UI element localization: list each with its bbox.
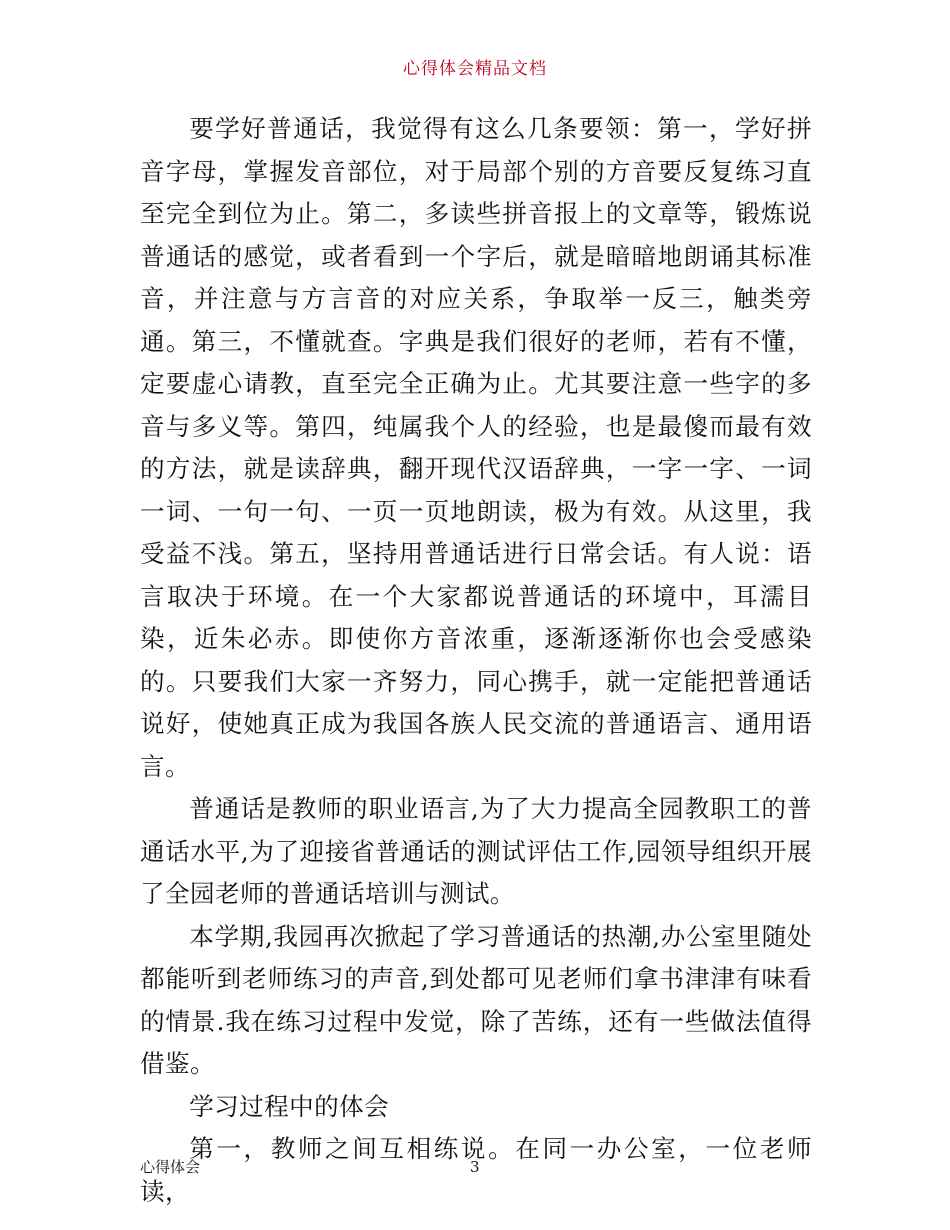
paragraph-tips: 要学好普通话，我觉得有这么几条要领：第一，学好拼音字母，掌握发音部位，对于局部个别的方音要反复练习直至完全到位为止。第二，多读些拼音报上的文章等，锻炼说普通话的感觉，或者看到一个字后，就是暗暗地朗诵其标准音，并注意与方言音的对应关系，争取举一反三，触类旁通。第三，不懂就查。字典是我们很好的老师，若有不懂，定要虚心请教，直至完全正确为止。尤其要注意一些字的多音与多义等。第四，纯属我个人的经验，也是最傻而最有效的方法，就是读辞典，翻开现代汉语辞典，一字一字、一词一词、一句一句、一页一页地朗读，极为有效。从这里，我受益不浅。第五，坚持用普通话进行日常会话。有人说：语言取决于环境。在一个大家都说普通话的环境中，耳濡目染，近朱必赤。即使你方音浓重，逐渐逐渐你也会受感染的。只要我们大家一齐努力，同心携手，就一定能把普通话说好，使她真正成为我国各族人民交流的普通语言、通用语言。 [140,114,812,781]
paragraph-semester: 本学期,我园再次掀起了学习普通话的热潮,办公室里随处都能听到老师练习的声音,到处都可见老师们拿书津津有味看的情景.我在练习过程中发觉，除了苦练，还有一些做法值得借鉴。 [140,921,812,1078]
section-heading: 学习过程中的体会 [189,1091,390,1121]
page-header-title: 心得体会精品文档 [403,59,547,79]
document-body [140,108,812,1213]
footer-label: 心得体会 [140,1158,201,1176]
paragraph-training: 普通话是教师的职业语言,为了大力提高全园教职工的普通话水平,为了迎接省普通话的测试评估工作,园领导组织开展了全园老师的普通话培训与测试。 [140,794,812,908]
paragraph-first-point: 第一，教师之间互相练说。在同一办公室，一位老师读， [140,1134,812,1206]
page-number: 3 [470,1158,480,1176]
page-footer [140,1156,812,1178]
